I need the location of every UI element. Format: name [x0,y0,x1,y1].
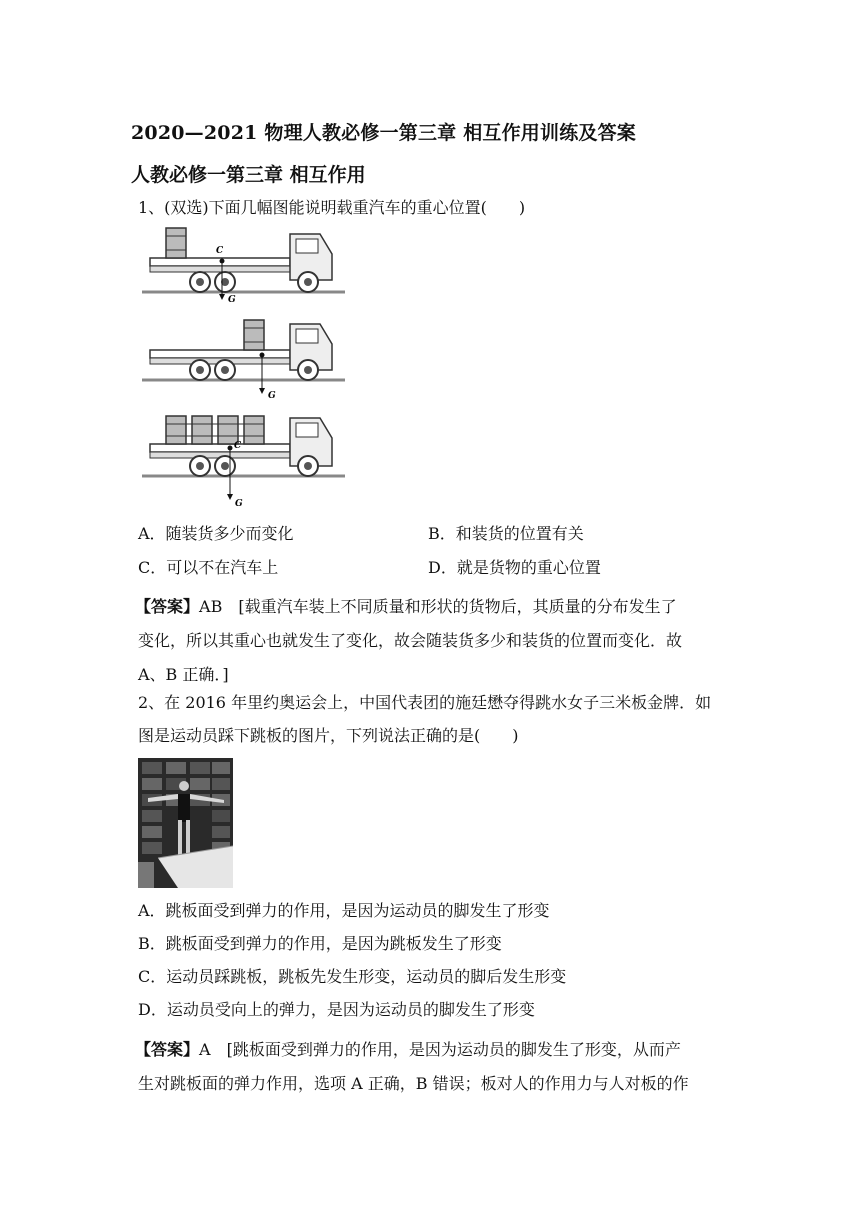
truck-figure-2 [140,318,350,404]
label-g: G [268,391,276,401]
q2-option-d: D．运动员受向上的弹力，是因为运动员的脚发生了形变 [138,1000,535,1019]
q2-option-b: B．跳板面受到弹力的作用，是因为跳板发生了形变 [138,934,502,953]
answer-label: 【答案】 [135,597,200,616]
q1-answer-line-2: 变化，所以其重心也就发生了变化，故会随装货多少和装货的位置而变化．故 [138,631,683,650]
answer-label: 【答案】 [135,1040,200,1059]
q2-answer-line-2: 生对跳板面的弹力作用，选项 A 正确，B 错误；板对人的作用力与人对板的作 [138,1074,689,1093]
truck-figure-3 [140,410,350,510]
label-c: C [234,441,242,451]
label-g: G [235,499,243,509]
label-c: C [216,246,224,256]
q1-option-d: D．就是货物的重心位置 [428,558,601,577]
q1-option-b: B．和装货的位置有关 [428,524,584,543]
truck-figure-1 [140,224,350,306]
q2-option-a: A．跳板面受到弹力的作用，是因为运动员的脚发生了形变 [138,901,550,920]
section-heading: 人教必修一第三章 相互作用 [131,164,366,186]
label-g: G [228,295,236,305]
q1-answer-line-1: 【答案】AB [载重汽车装上不同质量和形状的货物后，其质量的分布发生了 [135,597,677,616]
question-2-stem-line-2: 图是运动员踩下跳板的图片，下列说法正确的是( ) [138,726,519,745]
q2-answer-line-1: 【答案】A [跳板面受到弹力的作用，是因为运动员的脚发生了形变，从而产 [135,1040,681,1059]
document-title: 2020—2021 物理人教必修一第三章 相互作用训练及答案 [131,122,636,144]
diver-photo [138,758,233,888]
question-2-stem-line-1: 2、在 2016 年里约奥运会上，中国代表团的施廷懋夺得跳水女子三米板金牌．如 [138,693,712,712]
q2-option-c: C．运动员踩跳板，跳板先发生形变，运动员的脚后发生形变 [138,967,567,986]
q1-answer-line-3: A、B 正确．] [138,665,229,684]
question-1-stem: 1、(双选)下面几幅图能说明载重汽车的重心位置( ) [138,198,526,217]
q1-option-c: C．可以不在汽车上 [138,558,279,577]
q1-option-a: A．随装货多少而变化 [138,524,294,543]
